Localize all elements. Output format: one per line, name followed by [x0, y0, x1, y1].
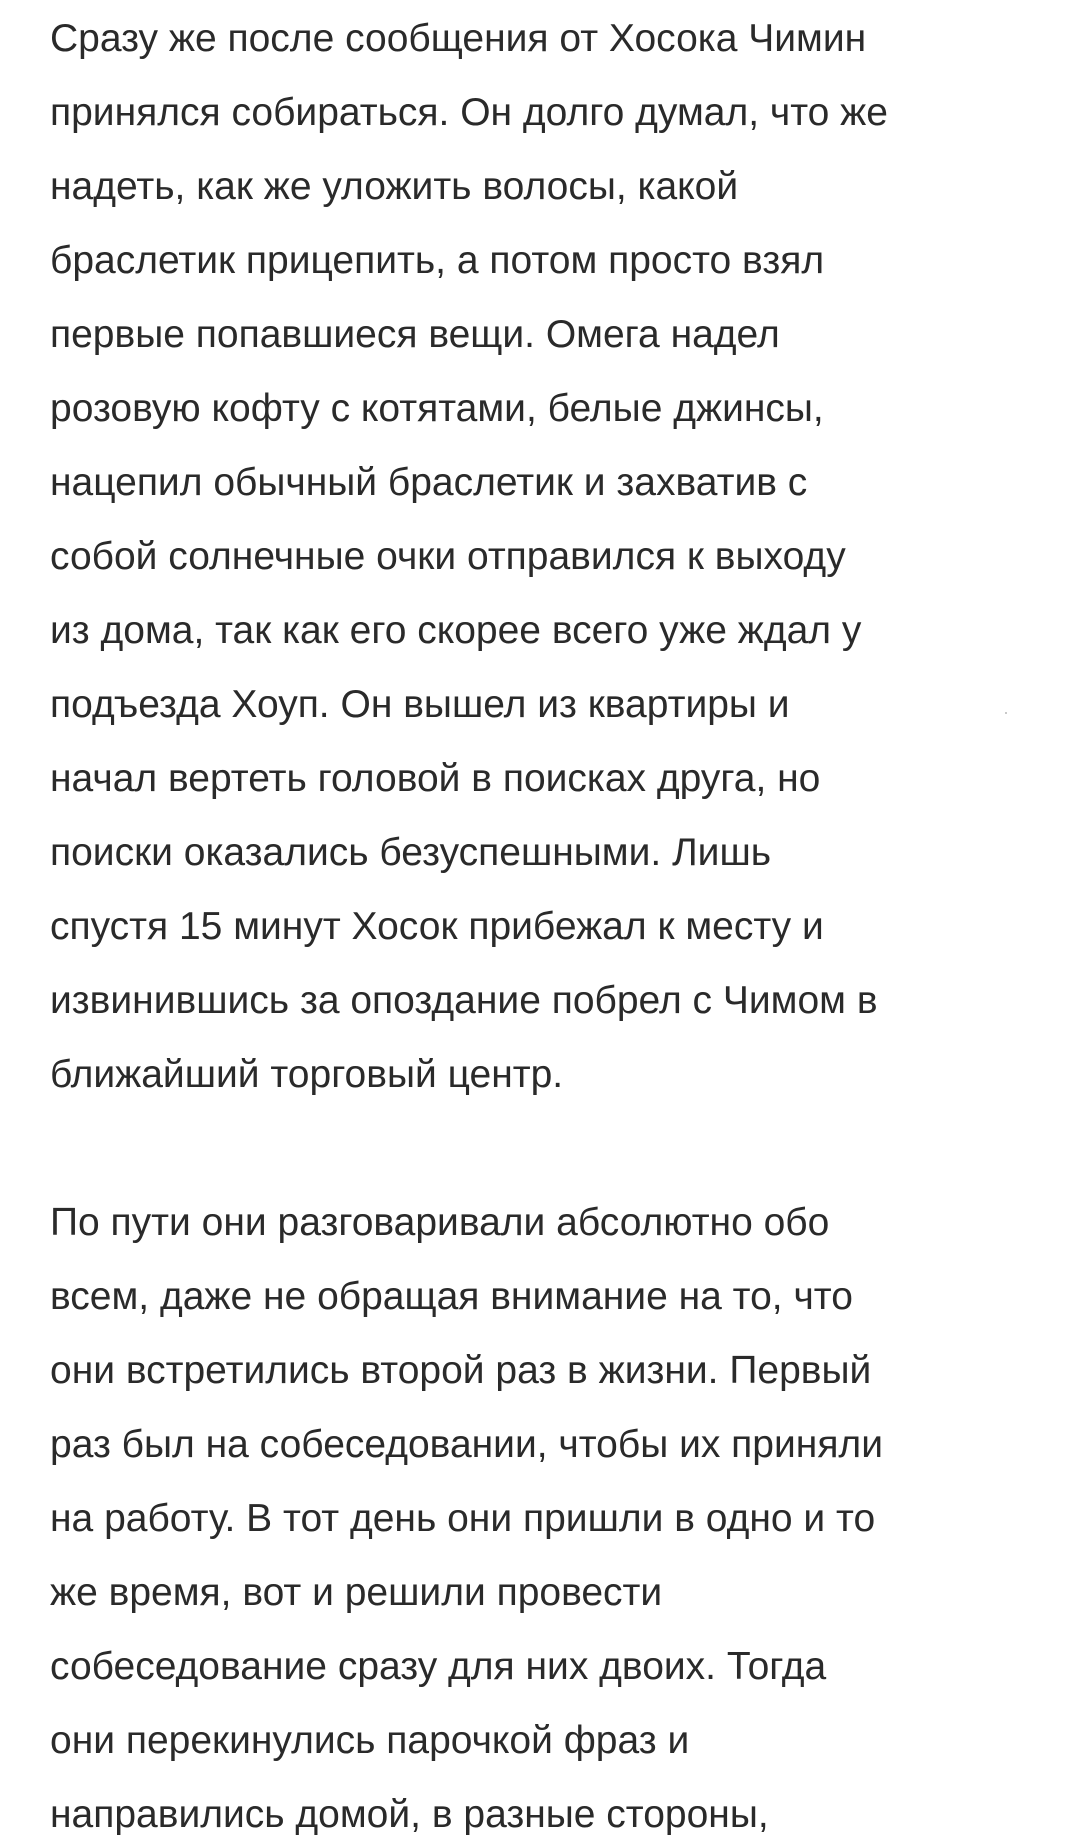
text-line: надеть, как же уложить волосы, какой	[50, 165, 739, 208]
text-line: направились домой, в разные стороны,	[50, 1793, 769, 1836]
text-line: они встретились второй раз в жизни. Первый	[50, 1349, 872, 1392]
text-line: собой солнечные очки отправился к выходу	[50, 535, 846, 578]
text-line: ближайший торговый центр.	[50, 1053, 564, 1096]
text-line: на работу. В тот день они пришли в одно и то	[50, 1497, 876, 1540]
text-line: же время, вот и решили провести	[50, 1571, 663, 1614]
text-line: из дома, так как его скорее всего уже ждал у	[50, 609, 862, 652]
story-text	[50, 2, 1050, 1838]
text-line: начал вертеть головой в поисках друга, но	[50, 757, 821, 800]
text-line: нацепил обычный браслетик и захватив с	[50, 461, 808, 504]
paragraph-1	[50, 2, 1050, 1112]
text-line: Сразу же после сообщения от Хосока Чимин	[50, 17, 867, 60]
paragraph-2	[50, 1186, 1050, 1838]
text-line: принялся собираться. Он долго думал, что же	[50, 91, 888, 134]
text-line: извинившись за опоздание побрел с Чимом в	[50, 979, 878, 1022]
text-line: подъезда Хоуп. Он вышел из квартиры и	[50, 683, 790, 726]
text-line: розовую кофту с котятами, белые джинсы,	[50, 387, 824, 430]
text-line: всем, даже не обращая внимание на то, что	[50, 1275, 853, 1318]
dust-speck	[1005, 712, 1007, 714]
text-line: собеседование сразу для них двоих. Тогда	[50, 1645, 827, 1688]
text-line: раз был на собеседовании, чтобы их приняли	[50, 1423, 883, 1466]
text-line: первые попавшиеся вещи. Омега надел	[50, 313, 780, 356]
paragraph-spacer	[50, 1112, 1050, 1186]
text-line: По пути они разговаривали абсолютно обо	[50, 1201, 830, 1244]
text-line: браслетик прицепить, а потом просто взял	[50, 239, 825, 282]
text-line: поиски оказались безуспешными. Лишь	[50, 831, 772, 874]
text-line: они перекинулись парочкой фраз и	[50, 1719, 690, 1762]
text-line: спустя 15 минут Хосок прибежал к месту и	[50, 905, 824, 948]
